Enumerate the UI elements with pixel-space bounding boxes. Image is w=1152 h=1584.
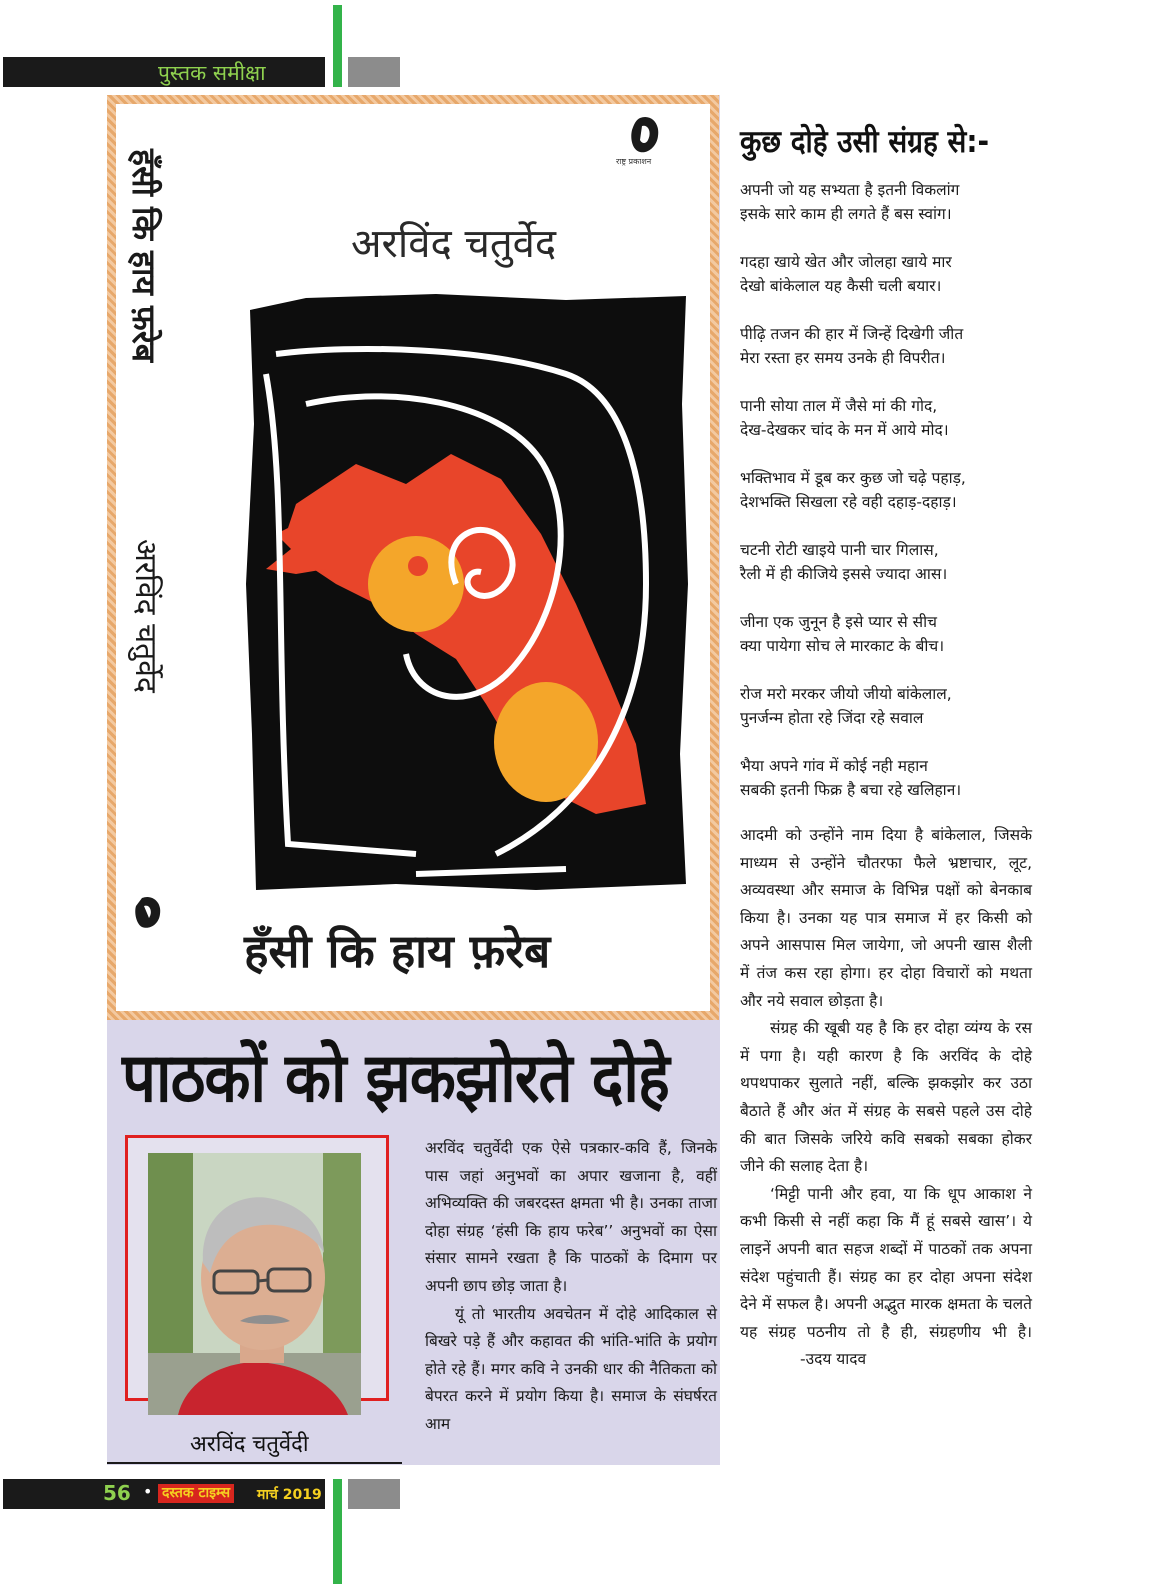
footer-grey-block (348, 1479, 400, 1509)
spine-author: अरविंद चतुर्वेद (128, 539, 163, 693)
photo-caption: अरविंद चतुर्वेदी (190, 1432, 309, 1457)
doha-line: रैली में ही कीजिये इससे ज्यादा आस। (740, 565, 948, 583)
author-photo-frame (125, 1135, 389, 1401)
article-column-1 (425, 1135, 717, 1439)
doha-line: चटनी रोटी खाइये पानी चार गिलास, (740, 541, 939, 559)
article-paragraph: यूं तो भारतीय अवचेतन में दोहे आदिकाल से बिखरे पड़े हैं और कहावत की भांति-भांति के प्रयोग होते रहे हैं। मगर कवि ने उनकी धार की नैतिकता को बेपरत करने में प्रयोग किया है। समाज के संघर्षरत आम (425, 1304, 717, 1433)
magazine-logo: दस्तक टाइम्स (158, 1484, 234, 1503)
author-photo (148, 1153, 361, 1415)
doha-item (740, 682, 1040, 730)
doha-line: गदहा खाये खेत और जोलहा खाये मार (740, 253, 952, 271)
issue-date: मार्च 2019 (257, 1487, 322, 1503)
doha-line: क्या पायेगा सोच ले मारकाट के बीच। (740, 637, 945, 655)
doha-line: देख-देखकर चांद के मन में आये मोद। (740, 421, 949, 439)
doha-item (740, 610, 1040, 658)
doha-line: पानी सोया ताल में जैसे मां की गोद, (740, 397, 938, 415)
doha-item (740, 394, 1040, 442)
doha-item (740, 322, 1040, 370)
doha-line: पीढ़ि तजन की हार में जिन्हें दिखेगी जीत (740, 325, 964, 343)
article-paragraph: संग्रह की खूबी यह है कि हर दोहा व्यंग्य के रस में पगा है। यही कारण है कि अरविंद के दोहे थपथपाकर सुलाते नहीं, बल्कि झकझोर कर उठा बैठाते हैं और अंत में संग्रह के सबसे पहले उस दोहे की बात जिसके जरिये कवि सबको सबका होकर जीने की सलाह देता है। (740, 1019, 1032, 1176)
doha-line: रोज मरो मरकर जीयो जीयो बांकेलाल, (740, 685, 952, 703)
header-green-bar (333, 5, 342, 87)
spine-logo-icon (132, 894, 166, 934)
cover-title: हँसी कि हाय फ़रेब (244, 924, 551, 978)
cover-artwork (236, 284, 698, 904)
article-paragraph (740, 1181, 1032, 1374)
doha-item (740, 538, 1040, 586)
article-column-2 (740, 822, 1032, 1374)
page-number: 56 (103, 1481, 131, 1505)
footer-separator: • (143, 1482, 153, 1501)
doha-line: भक्तिभाव में डूब कर कुछ जो चढ़े पहाड़, (740, 469, 966, 487)
doha-line: इसके सारे काम ही लगते हैं बस स्वांग। (740, 205, 952, 223)
doha-item (740, 250, 1040, 298)
doha-line: जीना एक जुनून है इसे प्यार से सीच (740, 613, 937, 631)
cover-author: अरविंद चतुर्वेद (351, 221, 557, 267)
doha-line: भैया अपने गांव में कोई नही महान (740, 757, 928, 775)
doha-item (740, 466, 1040, 514)
header-band (3, 57, 325, 87)
book-cover (116, 104, 710, 1011)
dohe-list (740, 178, 1040, 826)
doha-item (740, 754, 1040, 802)
caption-divider (107, 1462, 402, 1464)
article-paragraph-text: ‘मिट्टी पानी और हवा, या कि धूप आकाश ने कभी किसी से नहीं कहा कि मैं हूं सबसे खास’। ये लाइनें अपनी बात सहज शब्दों में पाठकों तक अपना संदेश पहुंचाती हैं। संग्रह का हर दोहा अपना संदेश देने में सफल है। अपनी अद्भुत मारक क्षमता के चलते यह संग्रह पठनीय तो है ही, संग्रहणीय भी है। (740, 1184, 1032, 1341)
doha-line: मेरा रस्ता हर समय उनके ही विपरीत। (740, 349, 946, 367)
article-paragraph: आदमी को उन्होंने नाम दिया है बांकेलाल, जिसके माध्यम से उन्होंने चौतरफा फैले भ्रष्टाचार, लूट, अव्यवस्था और समाज के विभिन्न पक्षों को बेनकाब किया है। उनका यह पात्र समाज में हर किसी को अपने आसपास मिल जायेगा, जो अपनी खास शैली में तंज कस रहा होगा। हर दोहा विचारों को मथता और नये सवाल छोड़ता है। (740, 826, 1032, 1010)
section-label: पुस्तक समीक्षा (158, 61, 266, 85)
doha-line: देशभक्ति सिखला रहे वही दहाड़-दहाड़। (740, 493, 957, 511)
spine-title: हँसी कि हाय फ़रेब (125, 149, 163, 363)
doha-line: सबकी इतनी फिक्र है बचा रहे खलिहान। (740, 781, 962, 799)
footer-green-bar (333, 1479, 342, 1584)
publisher-name: राष्ट्र प्रकाशन (616, 157, 652, 166)
article-headline: पाठकों को झकझोरते दोहे (122, 1039, 669, 1118)
doha-line: पुनर्जन्म होता रहे जिंदा रहे सवाल (740, 709, 924, 727)
article-signature: -उदय यादव (800, 1350, 867, 1369)
header-grey-block (348, 57, 400, 87)
doha-line: देखो बांकेलाल यह कैसी चली बयार। (740, 277, 942, 295)
book-cover-frame (107, 95, 719, 1020)
doha-item (740, 178, 1040, 226)
article-paragraph: अरविंद चतुर्वेदी एक ऐसे पत्रकार-कवि हैं, जिनके पास जहां अनुभवों का अपार खजाना है, वहीं अभिव्यक्ति की जबरदस्त क्षमता भी है। उनका ताजा दोहा संग्रह ‘हंसी कि हाय फरेब’’ अनुभवों का ऐसा संसार सामने रखता है कि पाठकों के दिमाग पर अपनी छाप छोड़ जाता है। (425, 1139, 717, 1295)
doha-line: अपनी जो यह सभ्यता है इतनी विकलांग (740, 181, 960, 199)
dohe-heading: कुछ दोहे उसी संग्रह से:- (740, 124, 990, 160)
